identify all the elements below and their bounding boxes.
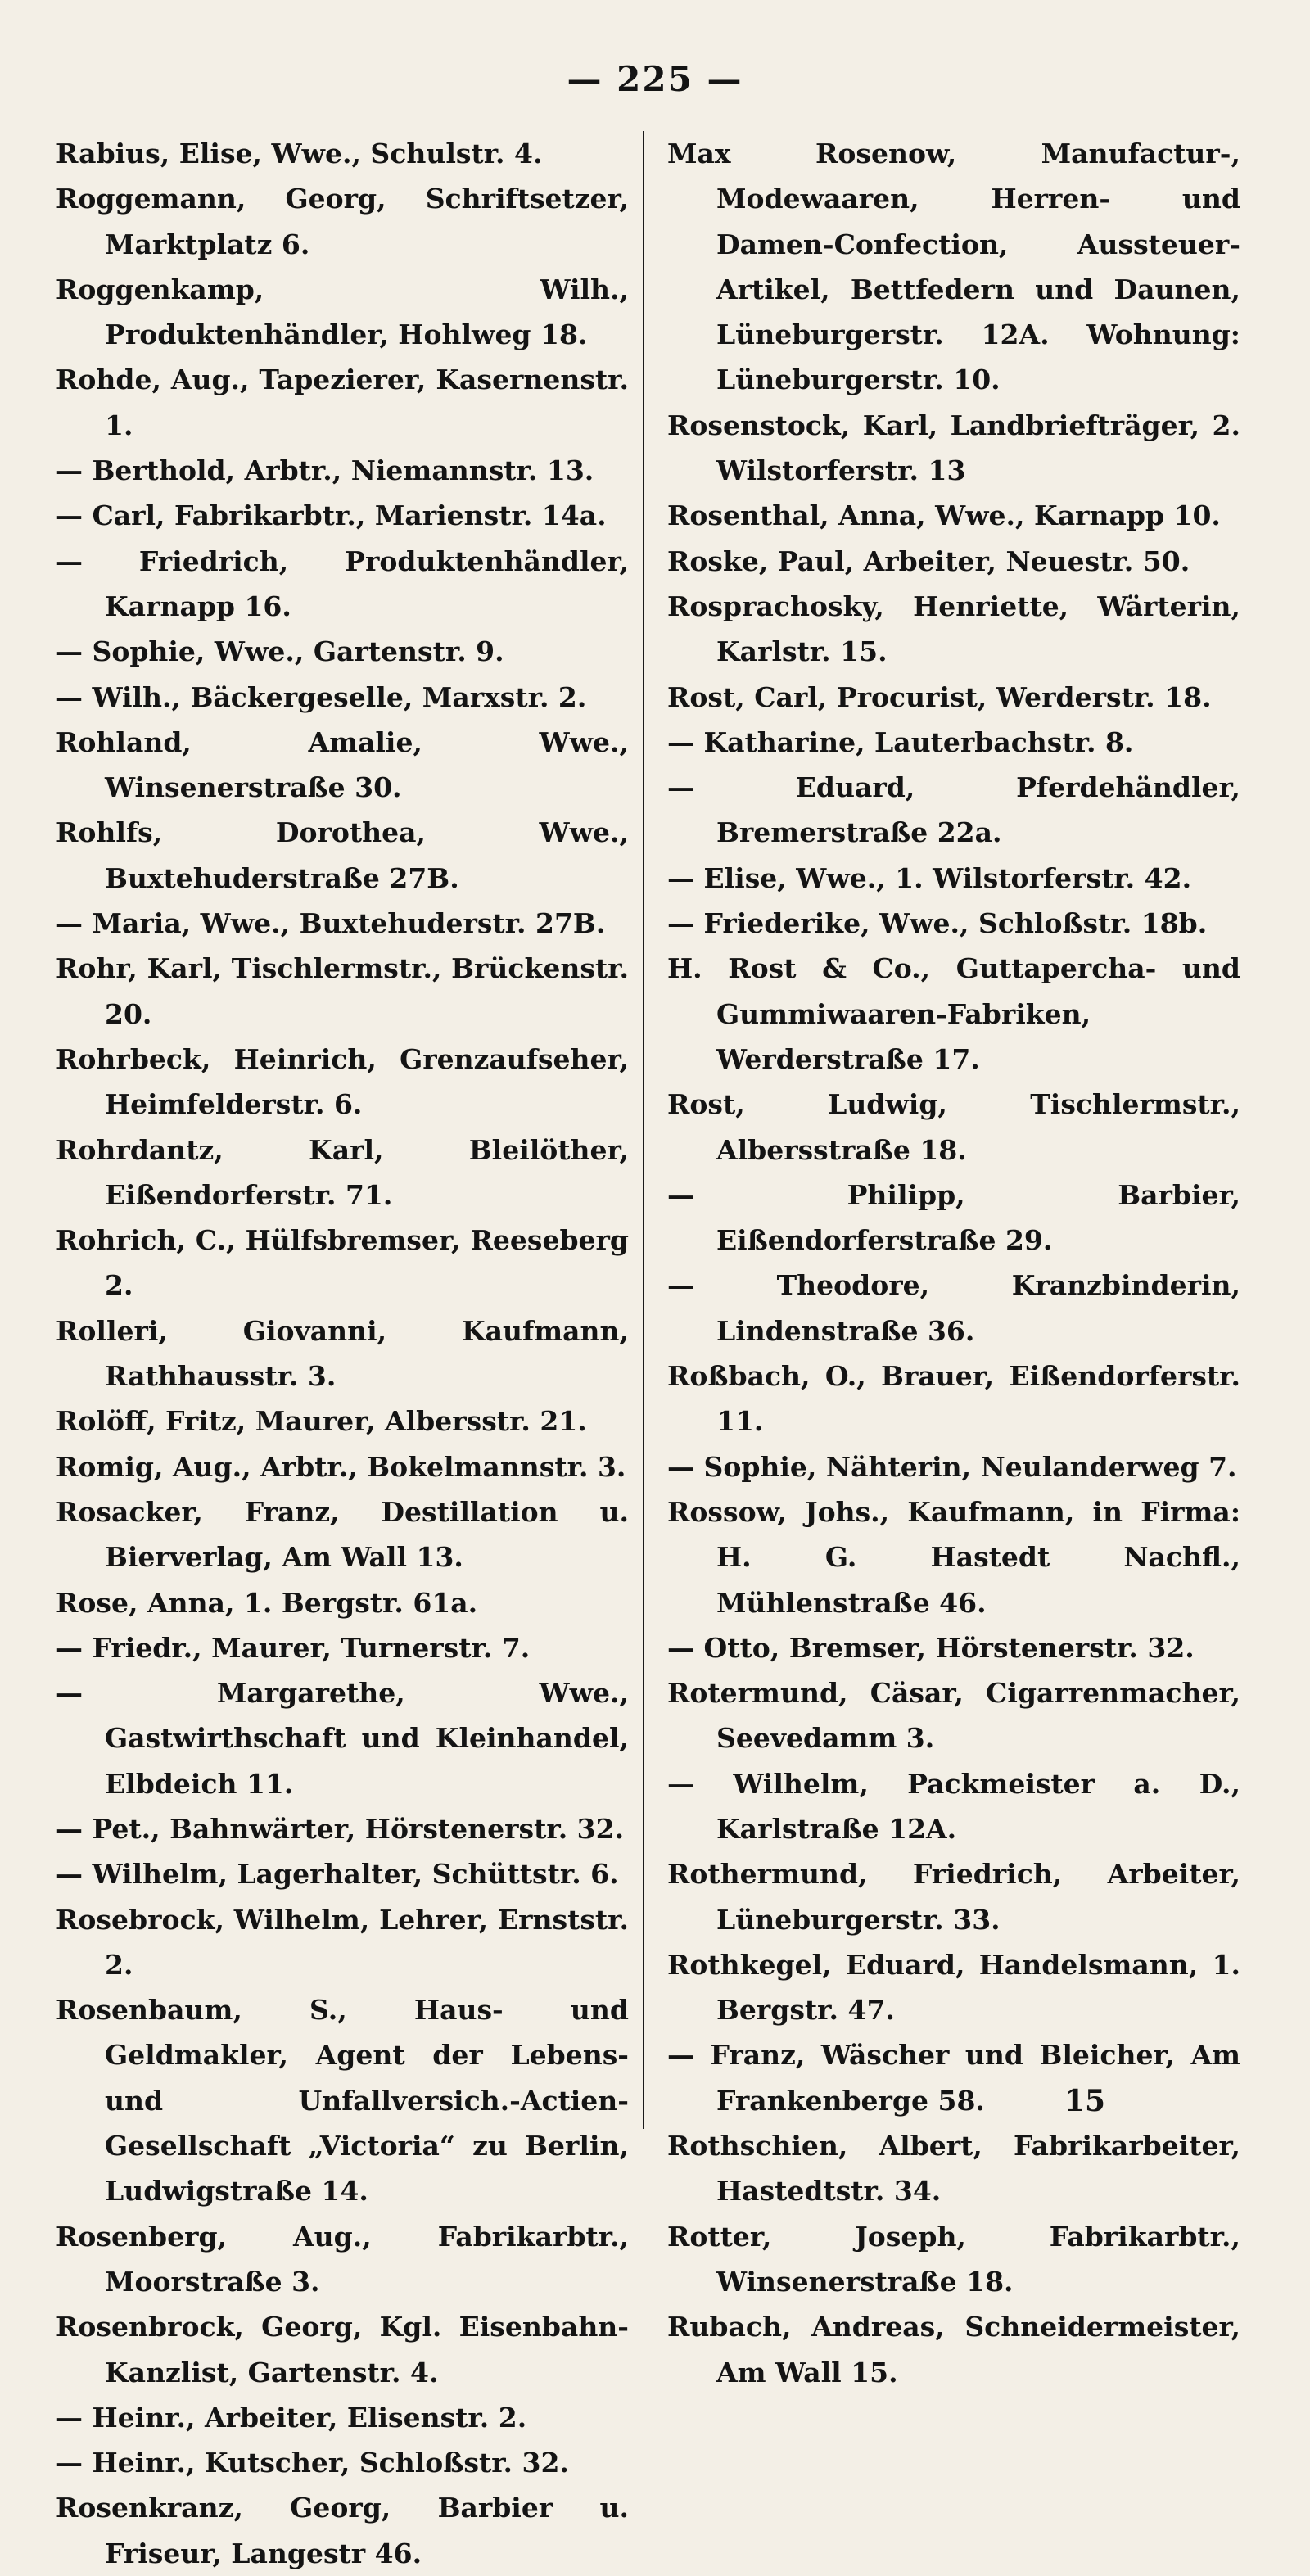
directory-entry: Rothermund, Friedrich, Arbeiter, Lüneburgerstr. 33. [667, 1858, 1240, 1936]
directory-entry: Rosenthal, Anna, Wwe., Karnapp 10. [667, 499, 1221, 532]
directory-entry: Rosacker, Franz, Destillation u. Bierverlag, Am Wall 13. [56, 1495, 629, 1574]
directory-entry: — Katharine, Lauterbachstr. 8. [667, 725, 1134, 758]
directory-entry: Rose, Anna, 1. Bergstr. 61a. [56, 1586, 478, 1619]
directory-entry: — Pet., Bahnwärter, Hörstenerstr. 32. [56, 1812, 625, 1845]
directory-entry: — Wilh., Bäckergeselle, Marxstr. 2. [56, 680, 587, 713]
directory-entry: Rolleri, Giovanni, Kaufmann, Rathhausstr. 3. [56, 1314, 629, 1393]
page-number: — 225 — [567, 59, 743, 99]
directory-entry: — Friederike, Wwe., Schloßstr. 18b. [667, 907, 1208, 940]
directory-entry: Rohde, Aug., Tapezierer, Kasernenstr. 1. [56, 364, 629, 441]
directory-entry: — Philipp, Barbier, Eißendorferstraße 29. [667, 1178, 1240, 1257]
directory-entry: Rost, Carl, Procurist, Werderstr. 18. [667, 680, 1212, 713]
directory-entry: Rossow, Johs., Kaufmann, in Firma: H. G. Hastedt Nachfl., Mühlenstraße 46. [667, 1495, 1240, 1619]
directory-entry: — Franz, Wäscher und Bleicher, Am Frankenberge 58. [667, 2039, 1240, 2117]
directory-entry: Rohr, Karl, Tischlermstr., Brückenstr. 20. [56, 952, 629, 1030]
directory-entry: Rabius, Elise, Wwe., Schulstr. 4. [56, 138, 543, 169]
directory-entry: Rosenbaum, S., Haus- und Geldmakler, Agent der Lebens- und Unfallversich.-Actien-Gesellschaft „Victoria“ zu Berlin, Ludwigstraße 14. [56, 1994, 629, 2208]
left-column [56, 131, 629, 2576]
directory-entry: — Elise, Wwe., 1. Wilstorferstr. 42. [667, 861, 1192, 894]
directory-entry: — Berthold, Arbtr., Niemannstr. 13. [56, 454, 594, 487]
directory-entry: Rotermund, Cäsar, Cigarrenmacher, Seevedamm 3. [667, 1677, 1240, 1755]
directory-entry: Rohrdantz, Karl, Bleilöther, Eißendorferstr. 71. [56, 1133, 629, 1211]
directory-entry: Max Rosenow, Manufactur-, Modewaaren, Herren- und Damen-Confection, Aussteuer-Artikel, Bettfedern und Daunen, Lüneburgerstr. 12A. Wohnung: Lüneburgerstr. 10. [667, 138, 1240, 396]
directory-entry: Rosenberg, Aug., Fabrikarbtr., Moorstraße 3. [56, 2220, 629, 2298]
directory-entry: Rotter, Joseph, Fabrikarbtr., Winsenerstraße 18. [667, 2220, 1240, 2298]
directory-entry: Rothschien, Albert, Fabrikarbeiter, Hastedtstr. 34. [667, 2130, 1240, 2208]
directory-entry: — Eduard, Pferdehändler, Bremerstraße 22a. [667, 771, 1240, 849]
directory-entry: Rubach, Andreas, Schneidermeister, Am Wall 15. [667, 2311, 1240, 2388]
directory-entry: Rolöff, Fritz, Maurer, Albersstr. 21. [56, 1405, 587, 1438]
directory-entry: H. Rost & Co., Guttapercha- und Gummiwaaren-Fabriken, Werderstraße 17. [667, 952, 1240, 1075]
directory-entry: — Friedrich, Produktenhändler, Karnapp 16. [56, 545, 629, 622]
directory-entry: Rohrbeck, Heinrich, Grenzaufseher, Heimfelderstr. 6. [56, 1042, 629, 1121]
directory-entry: — Theodore, Kranzbinderin, Lindenstraße 36. [667, 1269, 1240, 1347]
directory-entry: — Sophie, Wwe., Gartenstr. 9. [56, 635, 504, 668]
directory-entry: Roggenkamp, Wilh., Produktenhändler, Hohlweg 18. [56, 273, 629, 351]
directory-entry: Roggemann, Georg, Schriftsetzer, Marktplatz 6. [56, 183, 629, 260]
directory-entry: Rost, Ludwig, Tischlermstr., Albersstraße 18. [667, 1088, 1240, 1166]
directory-entry: — Maria, Wwe., Buxtehuderstr. 27B. [56, 907, 606, 940]
directory-entry: Roßbach, O., Brauer, Eißendorferstr. 11. [667, 1360, 1240, 1438]
directory-entry: Rosprachosky, Henriette, Wärterin, Karlstr. 15. [667, 590, 1240, 668]
directory-entry: — Sophie, Nähterin, Neulanderweg 7. [667, 1450, 1237, 1483]
directory-entry: — Heinr., Kutscher, Schloßstr. 32. [56, 2447, 569, 2479]
directory-entry: Rosenstock, Karl, Landbriefträger, 2. Wilstorferstr. 13 [667, 409, 1240, 487]
directory-entry: Rohrich, C., Hülfsbremser, Reeseberg 2. [56, 1224, 629, 1302]
directory-entry: — Wilhelm, Lagerhalter, Schüttstr. 6. [56, 1858, 619, 1891]
directory-entry: Rosebrock, Wilhelm, Lehrer, Ernststr. 2. [56, 1903, 629, 1981]
directory-entry: Rohland, Amalie, Wwe., Winsenerstraße 30. [56, 725, 629, 804]
directory-entry: Romig, Aug., Arbtr., Bokelmannstr. 3. [56, 1450, 626, 1483]
directory-entry: Rohlfs, Dorothea, Wwe., Buxtehuderstraße 27B. [56, 816, 629, 894]
directory-entry: — Margarethe, Wwe., Gastwirthschaft und Kleinhandel, Elbdeich 11. [56, 1677, 629, 1800]
directory-entry: — Otto, Bremser, Hörstenerstr. 32. [667, 1631, 1195, 1664]
directory-entry: Rosenbrock, Georg, Kgl. Eisenbahn-Kanzlist, Gartenstr. 4. [56, 2311, 629, 2388]
column-divider [643, 131, 644, 2129]
directory-entry: — Heinr., Arbeiter, Elisenstr. 2. [56, 2401, 527, 2434]
printer-signature: 15 [1064, 2084, 1106, 2118]
directory-entry: — Friedr., Maurer, Turnerstr. 7. [56, 1631, 531, 1664]
directory-entry: Roske, Paul, Arbeiter, Neuestr. 50. [667, 545, 1190, 577]
directory-entry: Rothkegel, Eduard, Handelsmann, 1. Bergstr. 47. [667, 1948, 1240, 2027]
directory-entry: — Carl, Fabrikarbtr., Marienstr. 14a. [56, 499, 607, 532]
directory-entry: Rosenkranz, Georg, Barbier u. Friseur, Langestr 46. [56, 2492, 629, 2569]
directory-entry: — Wilhelm, Packmeister a. D., Karlstraße 12A. [667, 1767, 1240, 1845]
right-column [667, 131, 1240, 2395]
